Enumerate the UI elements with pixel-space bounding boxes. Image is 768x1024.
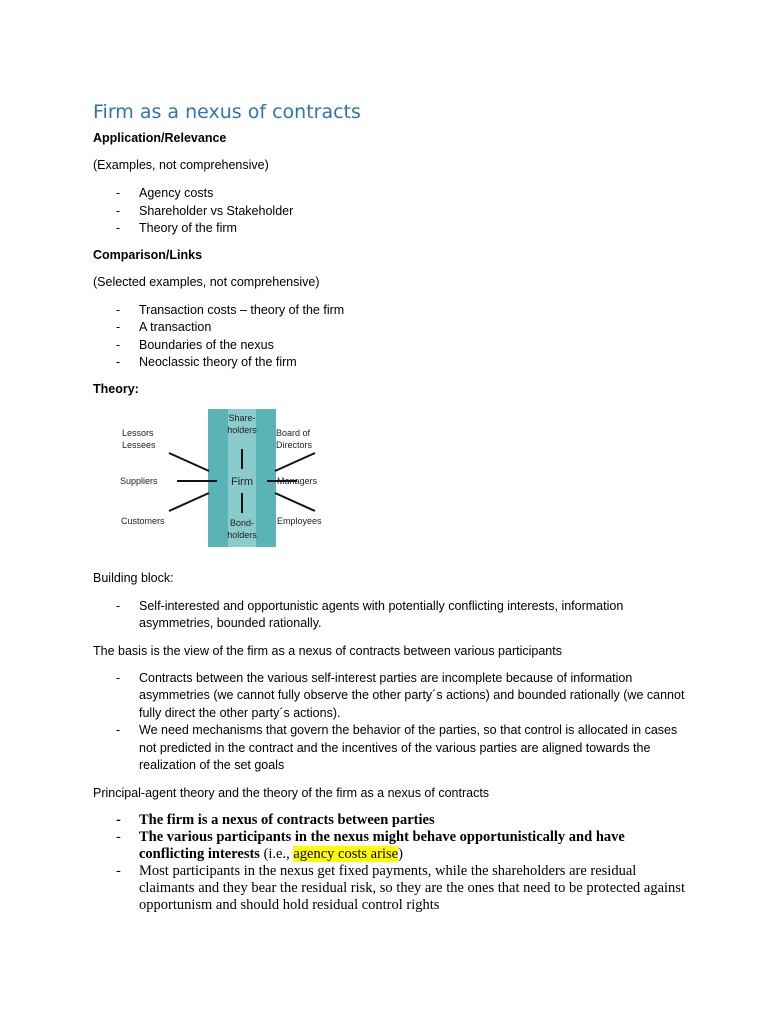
board-label-2: Directors <box>276 439 313 450</box>
basis-text: The basis is the view of the firm as a nexus of contracts between various participants <box>93 643 562 658</box>
list-item: - Most participants in the nexus get fixed payments, while the shareholders are residual claimants and they bear the residual risk, so they are the ones that need to be protected against opportunism and should hold residual control rights <box>93 863 693 914</box>
application-note: (Examples, not comprehensive) <box>93 158 269 172</box>
board-label-1: Board of <box>276 427 311 438</box>
list-item: - Self-interested and opportunistic agents with potentially conflicting interests, information asymmetries, bounded rationally. <box>93 598 693 633</box>
list-item: - A transaction <box>93 319 693 337</box>
building-block-label: Building block: <box>93 570 174 585</box>
lessees-label: Lessees <box>122 439 156 450</box>
bondholders-label-2: holders <box>227 529 257 540</box>
list-item: - Theory of the firm <box>93 220 693 238</box>
building-list <box>93 598 693 633</box>
list-item <box>93 829 693 863</box>
principal-item2-bold: The various participants in the nexus might behave opportunistically and have conflicting interests <box>139 828 625 862</box>
list-item: - Agency costs <box>93 185 693 203</box>
principal-item2-post: ) <box>398 845 403 862</box>
list-item: - Shareholder vs Stakeholder <box>93 203 693 221</box>
list-item: - The firm is a nexus of contracts between parties <box>93 812 693 829</box>
comparison-heading: Comparison/Links <box>93 247 203 262</box>
firm-label: Firm <box>231 475 253 488</box>
list-item: - We need mechanisms that govern the behavior of the parties, so that control is allocated in cases not predicted in the contract and the incentives of the various parties are aligned towards the realization of the set goals <box>93 722 693 775</box>
comparison-note: (Selected examples, not comprehensive) <box>93 274 320 289</box>
application-heading: Application/Relevance <box>93 131 227 145</box>
suppliers-label: Suppliers <box>120 475 158 486</box>
bondholders-label-1: Bond- <box>229 517 255 528</box>
theory-heading: Theory: <box>93 381 139 396</box>
document-page <box>93 98 693 914</box>
principal-list <box>93 812 693 914</box>
page-title: Firm as a nexus of contracts <box>93 101 361 123</box>
lessors-label: Lessors <box>122 427 154 438</box>
list-item: - Boundaries of the nexus <box>93 337 693 355</box>
comparison-list <box>93 302 693 372</box>
principal-text: Principal-agent theory and the theory of the firm as a nexus of contracts <box>93 785 490 800</box>
application-list <box>93 185 693 238</box>
shareholders-label-1: Share- <box>228 412 256 423</box>
basis-list <box>93 670 693 775</box>
nexus-diagram <box>117 407 337 557</box>
agency-costs-highlight: agency costs arise <box>293 845 399 862</box>
customers-label: Customers <box>121 515 165 526</box>
managers-label: Managers <box>277 475 318 486</box>
list-item: - Neoclassic theory of the firm <box>93 354 693 372</box>
employees-label: Employees <box>277 515 322 526</box>
shareholders-label-2: holders <box>227 424 257 435</box>
principal-item2-pre: (i.e., <box>259 845 294 862</box>
list-item: - Contracts between the various self-interest parties are incomplete because of information asymmetries (we cannot fully observe the other party´s actions) and bounded rationally (we cannot fully direct the other party´s actions). <box>93 670 693 723</box>
list-item: - Transaction costs – theory of the firm <box>93 302 693 320</box>
